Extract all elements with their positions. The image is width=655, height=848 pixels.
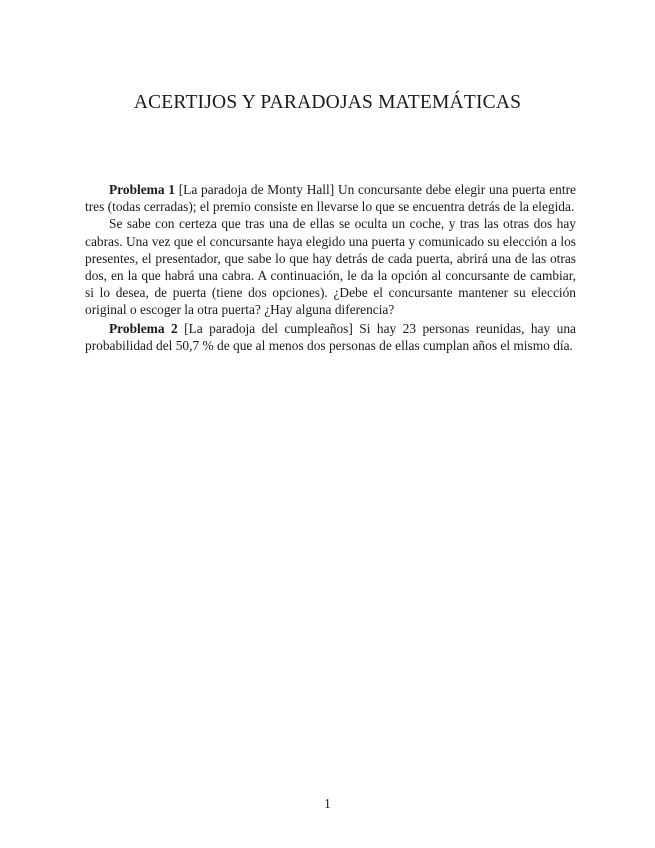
problem-2-label: Problema 2: [109, 321, 178, 336]
problem-1-paragraph-2: [85, 215, 576, 318]
problem-1: [85, 181, 576, 319]
problem-1-text-1: [La paradoja de Monty Hall] Un concursante debe elegir una puerta entre tres (todas cerradas); el premio consiste en llevarse lo que se encuentra detrás de la elegida.: [85, 182, 576, 215]
problem-2-text-1: [La paradoja del cumpleaños] Si hay 23 personas reunidas, hay una probabilidad del 50,7 % de que al menos dos personas de ellas cumplan años el mismo día.: [85, 321, 576, 354]
problem-2-paragraph-1: [85, 320, 576, 354]
problem-2: [85, 320, 576, 354]
document-title: ACERTIJOS Y PARADOJAS MATEMÁTICAS: [133, 92, 522, 113]
page-number: 1: [324, 796, 331, 811]
problem-1-text-2: Se sabe con certeza que tras una de ellas se oculta un coche, y tras las otras dos hay cabras. Una vez que el concursante haya elegido una puerta y comunicado su elección a los presentes, el presentador, que sabe lo que hay detrás de cada puerta, abrirá una de las otras dos, en la que habrá una cabra. A continuación, le da la opción al concursante de cambiar, si lo desea, de puerta (tiene dos opciones). ¿Debe el concursante mantener su elección original o escoger la otra puerta? ¿Hay alguna diferencia?: [85, 216, 576, 318]
problem-1-paragraph-1: [85, 181, 576, 215]
problem-1-label: Problema 1: [109, 182, 175, 197]
